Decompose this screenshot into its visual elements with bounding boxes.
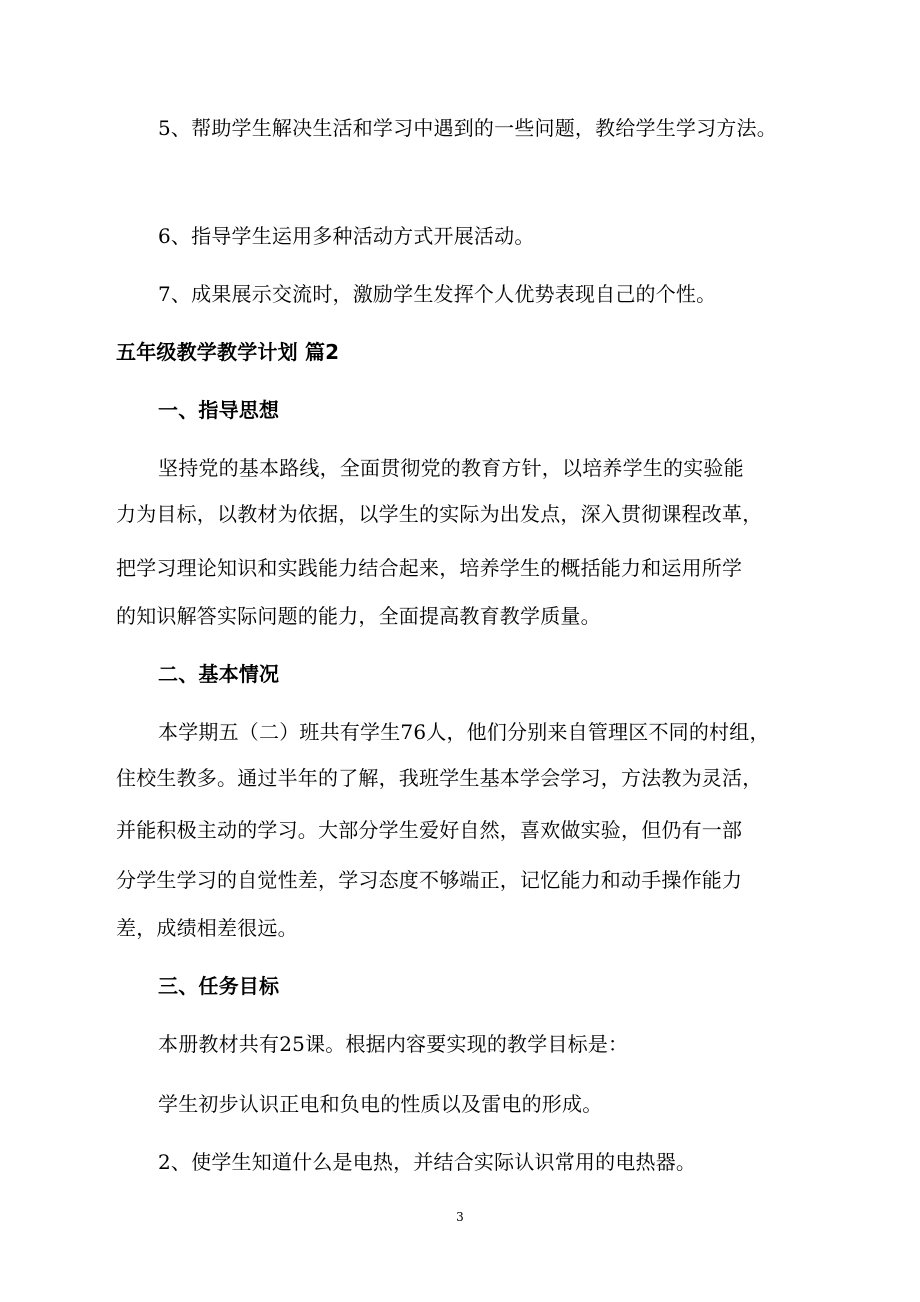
paragraph-line: 坚持党的基本路线，全面贯彻党的教育方针，以培养学生的实验能 [158,456,744,480]
paragraph-line: 本册教材共有25课。根据内容要实现的教学目标是： [158,1032,629,1056]
list-item-5: 5、帮助学生解决生活和学习中遇到的一些问题，教给学生学习方法。 [158,116,777,140]
paragraph-line: 的知识解答实际问题的能力，全面提高教育教学质量。 [116,604,601,628]
section-title: 五年级教学教学计划 篇2 [116,340,340,364]
heading-guiding-thought: 一、指导思想 [158,398,280,422]
paragraph-line: 2、使学生知道什么是电热，并结合实际认识常用的电热器。 [158,1150,697,1174]
paragraph-line: 差，成绩相差很远。 [116,916,298,940]
heading-task-goals: 三、任务目标 [158,974,280,998]
paragraph-line: 力为目标，以教材为依据，以学生的实际为出发点，深入贯彻课程改革， [116,502,763,526]
heading-basic-situation: 二、基本情况 [158,662,280,686]
paragraph-line: 学生初步认识正电和负电的性质以及雷电的形成。 [158,1092,603,1116]
paragraph-line: 分学生学习的自觉性差，学习态度不够端正，记忆能力和动手操作能力 [116,868,743,892]
list-item-6: 6、指导学生运用多种活动方式开展活动。 [158,224,535,248]
paragraph-line: 住校生教多。通过半年的了解，我班学生基本学会学习，方法教为灵活， [116,766,763,790]
paragraph-line: 并能积极主动的学习。大部分学生爱好自然，喜欢做实验，但仍有一部 [116,818,743,842]
page-number: 3 [456,1210,464,1224]
paragraph-line: 本学期五（二）班共有学生76人，他们分别来自管理区不同的村组， [158,720,770,744]
paragraph-line: 把学习理论知识和实践能力结合起来，培养学生的概括能力和运用所学 [116,556,743,580]
list-item-7: 7、成果展示交流时，激励学生发挥个人优势表现自己的个性。 [158,282,717,306]
